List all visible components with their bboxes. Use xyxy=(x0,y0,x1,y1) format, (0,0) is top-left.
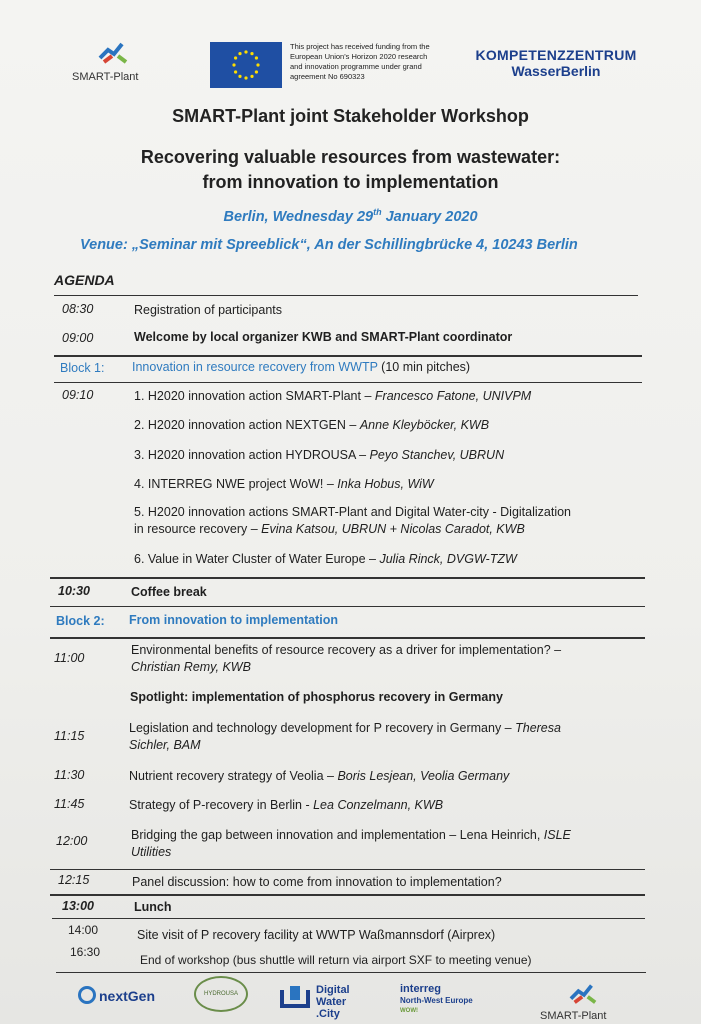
nextgen-drop-icon xyxy=(78,986,96,1004)
interreg-wow: WOW! xyxy=(400,1008,418,1014)
date-suffix: January 2020 xyxy=(381,208,478,225)
bridging-speaker-part1: ISLE xyxy=(543,828,571,842)
time-pitches: 09:10 xyxy=(62,388,94,402)
kwb-logo-line2: WasserBerlin xyxy=(511,63,601,79)
legislation-speaker-part1: Theresa xyxy=(515,721,561,735)
nextgen-logo-text: nextGen xyxy=(99,988,156,1004)
date-sup: th xyxy=(373,207,382,217)
nutrient-speaker: Boris Lesjean, Veolia Germany xyxy=(337,769,510,783)
block1-title: Innovation in resource recovery from WWTP xyxy=(132,360,378,374)
block1-label: Block 1: xyxy=(60,361,105,375)
strategy-speaker: Lea Conzelmann, KWB xyxy=(313,798,444,812)
block2-title: From innovation to implementation xyxy=(129,613,339,627)
pitch-1-title: 1. H2020 innovation action SMART-Plant – xyxy=(134,389,375,403)
pitch-6-speaker: Julia Rinck, DVGW-TZW xyxy=(379,552,517,566)
lunch-text: Lunch xyxy=(134,900,172,914)
interreg-text: interreg xyxy=(400,983,441,995)
divider xyxy=(52,918,645,919)
site-text: Site visit of P recovery facility at WWTP Waßmannsdorf (Airprex) xyxy=(137,928,496,942)
block1-heading xyxy=(132,359,470,376)
time-nutrient: 11:30 xyxy=(54,768,85,782)
bridging-item xyxy=(131,827,571,861)
digital-water-city-text xyxy=(316,984,350,1020)
eu-funding-text: This project has received funding from the European Union's Horizon 2020 research and innovation programme under grand agreement No 690323 xyxy=(290,42,430,81)
smart-plant-footer-text: SMART-Plant xyxy=(540,1010,607,1022)
divider xyxy=(50,637,645,639)
time-legislation: 11:15 xyxy=(54,729,85,743)
nextgen-logo xyxy=(78,986,155,1022)
pitch-3-speaker: Peyo Stanchev, UBRUN xyxy=(369,448,505,462)
divider xyxy=(50,894,645,896)
bridging-speaker-part2: Utilities xyxy=(131,845,172,859)
time-registration: 08:30 xyxy=(62,302,94,316)
time-panel: 12:15 xyxy=(58,873,90,887)
workshop-subtitle xyxy=(0,145,701,195)
bridging-title: Bridging the gap between innovation and implementation – Lena Heinrich, xyxy=(131,828,544,842)
pitch-4-title: 4. INTERREG NWE project WoW! – xyxy=(134,477,338,491)
strategy-item xyxy=(129,797,443,814)
pitch-5 xyxy=(134,504,571,538)
strategy-title: Strategy of P-recovery in Berlin - xyxy=(129,798,314,812)
time-env: 11:00 xyxy=(54,651,85,665)
subtitle-line1: Recovering valuable resources from wastewater: xyxy=(140,147,561,167)
env-speaker: Christian Remy, KWB xyxy=(131,660,251,674)
divider xyxy=(54,382,642,383)
legislation-item xyxy=(129,720,561,754)
dwc-line1: Digital xyxy=(316,984,350,996)
pitch-6 xyxy=(134,551,517,568)
time-welcome: 09:00 xyxy=(62,331,94,345)
divider xyxy=(50,869,645,870)
time-site: 14:00 xyxy=(68,923,99,937)
legislation-title: Legislation and technology development for P recovery in Germany – xyxy=(129,721,516,735)
digital-water-city-logo xyxy=(278,980,350,1020)
pitch-2 xyxy=(134,417,489,434)
smart-plant-mark-icon xyxy=(94,38,134,68)
smart-plant-logo xyxy=(66,38,166,88)
coffee-text: Coffee break xyxy=(131,585,207,599)
digital-water-city-icon xyxy=(278,980,312,1014)
smart-plant-footer-logo xyxy=(536,980,626,1022)
pitch-5-title: 5. H2020 innovation actions SMART-Plant and Digital Water-city - Digitalization xyxy=(134,505,572,519)
smart-plant-footer-mark-icon xyxy=(564,980,604,1008)
pitch-3-title: 3. H2020 innovation action HYDROUSA – xyxy=(134,448,370,462)
time-lunch: 13:00 xyxy=(62,899,94,913)
welcome-text: Welcome by local organizer KWB and SMART-Plant coordinator xyxy=(134,330,513,344)
block1-note: (10 min pitches) xyxy=(377,360,471,374)
time-coffee: 10:30 xyxy=(58,584,90,598)
pitch-1 xyxy=(134,388,531,405)
divider xyxy=(54,295,638,296)
env-item xyxy=(131,642,561,676)
pitch-2-title: 2. H2020 innovation action NEXTGEN – xyxy=(134,418,360,432)
env-title: Environmental benefits of resource recovery as a driver for implementation? – xyxy=(131,643,562,657)
date-prefix: Berlin, Wednesday 29 xyxy=(223,208,374,225)
divider xyxy=(50,606,645,607)
pitch-2-speaker: Anne Kleyböcker, KWB xyxy=(359,418,490,432)
interreg-logo xyxy=(400,984,473,1020)
agenda-heading: AGENDA xyxy=(54,272,115,288)
pitch-4-speaker: Inka Hobus, WiW xyxy=(337,477,434,491)
time-bridging: 12:00 xyxy=(56,834,88,848)
block2-label: Block 2: xyxy=(56,614,105,628)
divider xyxy=(54,355,642,357)
spotlight-heading: Spotlight: implementation of phosphorus recovery in Germany xyxy=(130,690,503,704)
legislation-speaker-part2: Sichler, BAM xyxy=(129,738,201,752)
event-date xyxy=(0,207,701,225)
dwc-line3: .City xyxy=(316,1008,340,1020)
end-text: End of workshop (bus shuttle will return via airport SXF to meeting venue) xyxy=(140,953,532,967)
kwb-logo xyxy=(466,47,646,79)
hydrousa-logo: HYDROUSA xyxy=(194,976,248,1012)
time-end: 16:30 xyxy=(70,945,101,959)
smart-plant-logo-text: SMART-Plant xyxy=(72,71,139,83)
pitch-1-speaker: Francesco Fatone, UNIVPM xyxy=(374,389,532,403)
pitch-5-title-cont: in resource recovery – xyxy=(134,522,262,536)
event-venue: Venue: „Seminar mit Spreeblick“, An der Schillingbrücke 4, 10243 Berlin xyxy=(80,237,578,253)
workshop-title: SMART-Plant joint Stakeholder Workshop xyxy=(172,106,529,126)
divider xyxy=(56,972,646,973)
eu-flag-icon xyxy=(210,42,282,88)
nutrient-title: Nutrient recovery strategy of Veolia – xyxy=(129,769,338,783)
kwb-logo-line1: KOMPETENZZENTRUM xyxy=(475,47,637,63)
nutrient-item xyxy=(129,768,509,785)
pitch-5-speaker: Evina Katsou, UBRUN + Nicolas Caradot, KWB xyxy=(261,522,525,536)
registration-text: Registration of participants xyxy=(134,303,282,317)
pitch-4 xyxy=(134,476,434,493)
pitch-6-title: 6. Value in Water Cluster of Water Europe – xyxy=(134,552,380,566)
interreg-subtext: North-West Europe xyxy=(400,996,473,1005)
dwc-line2: Water xyxy=(316,996,347,1008)
divider xyxy=(50,577,645,579)
subtitle-line2: from innovation to implementation xyxy=(202,172,499,192)
time-strategy: 11:45 xyxy=(54,797,85,811)
panel-text: Panel discussion: how to come from innovation to implementation? xyxy=(132,875,502,889)
pitch-3 xyxy=(134,447,504,464)
